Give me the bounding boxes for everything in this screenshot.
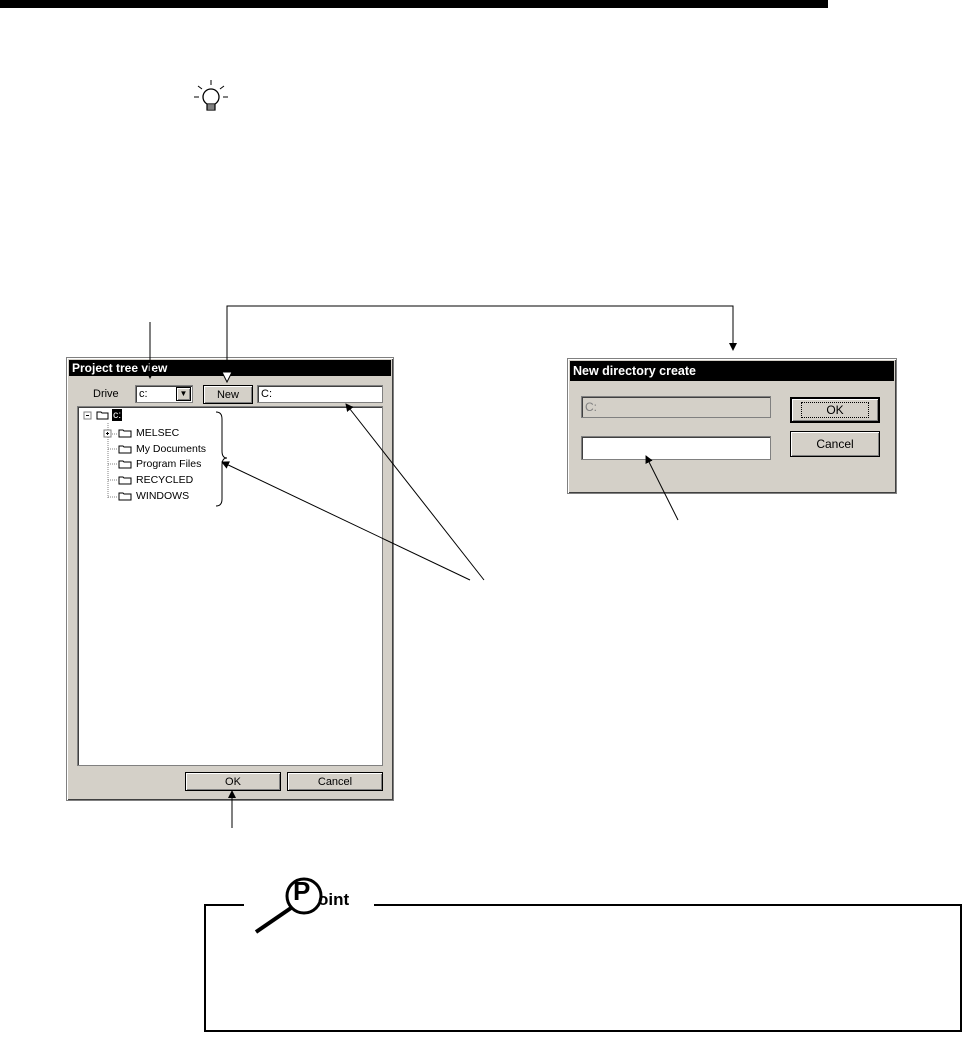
- point-logo-letter: P: [293, 876, 311, 906]
- brace-annotation: [214, 411, 230, 507]
- top-rule: [0, 0, 828, 8]
- new-directory-create-dialog: [567, 358, 897, 494]
- new-directory-path-field: C:: [581, 396, 771, 418]
- drive-select-value: c:: [139, 388, 148, 400]
- folder-icon: [118, 475, 132, 485]
- tree-root[interactable]: c:: [113, 409, 122, 421]
- path-field[interactable]: C:: [257, 385, 383, 403]
- folder-icon: [118, 444, 132, 454]
- new-directory-cancel-button[interactable]: Cancel: [790, 431, 880, 457]
- folder-icon: [118, 459, 132, 469]
- tree-item-melsec[interactable]: MELSEC: [136, 427, 180, 439]
- tree-item-windows[interactable]: WINDOWS: [136, 490, 190, 502]
- ok-button[interactable]: OK: [185, 772, 281, 791]
- new-directory-ok-button[interactable]: [790, 397, 880, 423]
- drive-select[interactable]: [135, 385, 193, 403]
- tree-item-program-files[interactable]: Program Files: [136, 458, 202, 470]
- folder-icon: [118, 428, 132, 438]
- new-directory-name-input[interactable]: [581, 436, 771, 460]
- tree-item-my-documents[interactable]: My Documents: [136, 443, 207, 455]
- point-logo-text: oint: [318, 890, 350, 909]
- point-logo: [244, 874, 374, 934]
- new-button[interactable]: New: [203, 385, 253, 404]
- project-tree-view-dialog: [66, 357, 394, 801]
- project-tree-view-title: Project tree view: [69, 360, 391, 376]
- tree-item-recycled[interactable]: RECYCLED: [136, 474, 194, 486]
- cancel-button[interactable]: Cancel: [287, 772, 383, 791]
- folder-tree[interactable]: [77, 406, 383, 766]
- chevron-down-icon[interactable]: ▼: [176, 387, 191, 401]
- drive-label: Drive: [93, 388, 119, 400]
- folder-icon: [118, 491, 132, 501]
- open-folder-icon: [96, 410, 110, 420]
- new-directory-title: New directory create: [570, 361, 894, 381]
- lightbulb-icon: [192, 78, 232, 124]
- ok-label: OK: [801, 402, 868, 418]
